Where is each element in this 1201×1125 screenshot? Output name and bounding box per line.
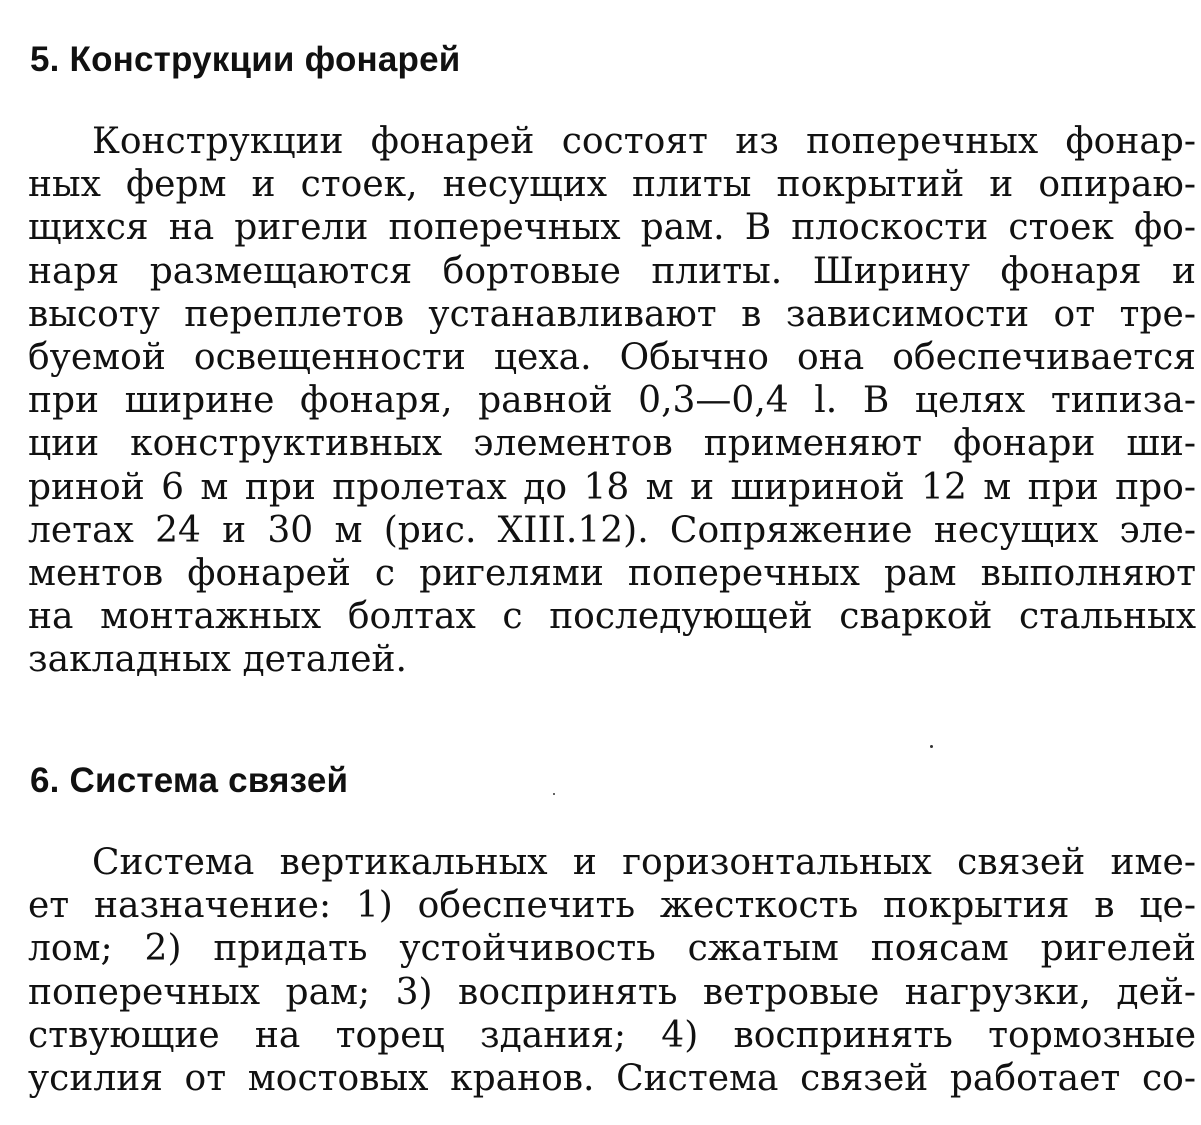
text-line: буемой освещенности цеха. Обычно она обеспечивается — [28, 336, 1196, 378]
text-line: Система вертикальных и горизонтальных связей име- — [92, 842, 1196, 883]
paragraph-bracing — [28, 841, 1196, 1100]
paragraph-lanterns — [28, 120, 1196, 681]
section-heading-lanterns: 5. Конструкции фонарей — [30, 40, 461, 79]
text-line: ных ферм и стоек, несущих плиты покрытий и опираю- — [28, 164, 1196, 206]
text-line: усилия от мостовых кранов. Система связей работает со- — [28, 1057, 1196, 1099]
text-line: лом; 2) придать устойчивость сжатым поясам ригелей — [28, 928, 1196, 970]
text-line: ции конструктивных элементов применяют фонари ши- — [28, 423, 1196, 465]
print-speck — [553, 793, 555, 795]
text-line: ет назначение: 1) обеспечить жесткость покрытия в це- — [28, 885, 1196, 927]
text-line: высоту переплетов устанавливают в зависимости от тре- — [28, 293, 1196, 335]
print-speck — [930, 745, 933, 748]
section-heading-bracing: 6. Система связей — [30, 761, 349, 800]
text-line: Конструкции фонарей состоят из поперечных фонар- — [92, 121, 1196, 162]
text-line: на монтажных болтах с последующей сваркой стальных — [28, 596, 1196, 638]
text-line: наря размещаются бортовые плиты. Ширину фонаря и — [28, 250, 1196, 292]
text-line: щихся на ригели поперечных рам. В плоскости стоек фо- — [28, 207, 1196, 249]
text-line: риной 6 м при пролетах до 18 м и шириной 12 м при про- — [28, 466, 1196, 508]
text-line: летах 24 и 30 м (рис. XIII.12). Сопряжение несущих эле- — [28, 509, 1196, 551]
text-line: при ширине фонаря, равной 0,3—0,4 l. В целях типиза- — [28, 380, 1196, 422]
text-line: поперечных рам; 3) воспринять ветровые нагрузки, дей- — [28, 971, 1196, 1013]
text-line: закладных деталей. — [28, 639, 407, 681]
text-line: ментов фонарей с ригелями поперечных рам выполняют — [28, 552, 1196, 594]
text-line: ствующие на торец здания; 4) воспринять тормозные — [28, 1014, 1196, 1056]
